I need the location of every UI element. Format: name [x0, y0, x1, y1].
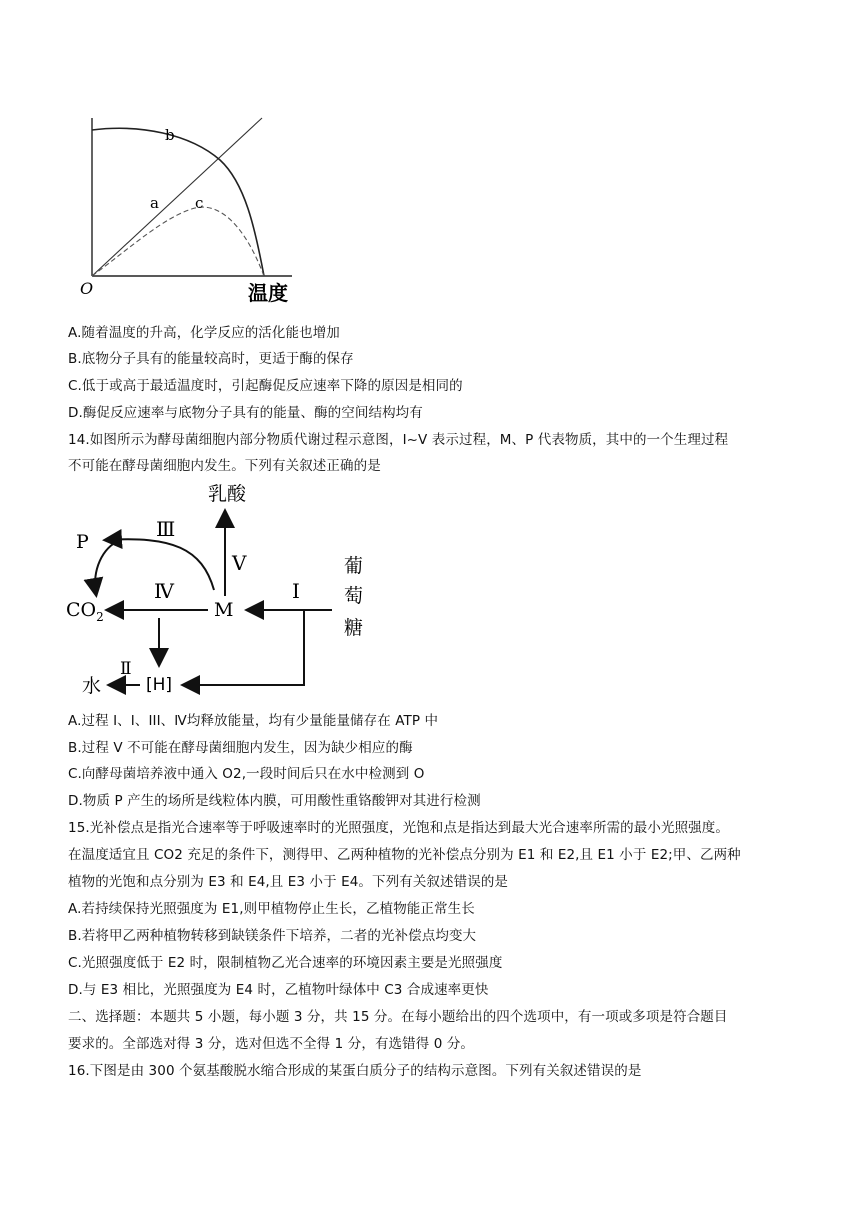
q14-option-d: D.物质 P 产生的场所是线粒体内膜，可用酸性重铬酸钾对其进行检测 [68, 793, 481, 809]
q13-option-b: B.底物分子具有的能量较高时，更适于酶的保存 [68, 351, 354, 367]
curve-c [92, 207, 264, 276]
label-a: a [150, 194, 159, 212]
x-axis-label: 温度 [248, 281, 288, 305]
q13-option-a: A.随着温度的升高，化学反应的活化能也增加 [68, 325, 340, 341]
q13-option-d: D.酶促反应速率与底物分子具有的能量、酶的空间结构均有 [68, 405, 423, 421]
label-b: b [165, 126, 175, 144]
temperature-graph [70, 108, 310, 308]
q13-option-c: C.低于或高于最适温度时，引起酶促反应速率下降的原因是相同的 [68, 378, 463, 394]
metabolism-diagram [62, 478, 382, 700]
label-v: V [232, 551, 247, 575]
label-iv: Ⅳ [154, 579, 174, 603]
label-p: P [76, 531, 89, 553]
glucose-char-3: 糖 [344, 617, 364, 639]
q15-option-a: A.若持续保持光照强度为 E1,则甲植物停止生长，乙植物能正常生长 [68, 901, 475, 917]
label-iii: Ⅲ [156, 517, 176, 541]
q15-stem-line2: 在温度适宜且 CO2 充足的条件下，测得甲、乙两种植物的光补偿点分别为 E1 和 E2,且 E1 小于 E2;甲、乙两种 [68, 847, 741, 863]
q14-option-c: C.向酵母菌培养液中通入 O2,一段时间后只在水中检测到 O [68, 766, 425, 782]
label-h: [H] [146, 675, 173, 695]
water-label: 水 [82, 675, 102, 697]
q14-stem-line2: 不可能在酵母菌细胞内发生。下列有关叙述正确的是 [68, 458, 381, 474]
label-ii: Ⅱ [120, 659, 132, 679]
q15-option-c: C.光照强度低于 E2 时，限制植物乙光合速率的环境因素主要是光照强度 [68, 955, 503, 971]
section2-line2: 要求的。全部选对得 3 分，选对但选不全得 1 分，有选错得 0 分。 [68, 1036, 475, 1052]
section2-line1: 二、选择题：本题共 5 小题，每小题 3 分，共 15 分。在每小题给出的四个选项中，有一项或多项是符合题目 [68, 1009, 728, 1025]
co2-label: $CO_2$ [66, 599, 104, 624]
line-a [92, 118, 262, 276]
q14-option-b: B.过程 V 不可能在酵母菌细胞内发生，因为缺少相应的酶 [68, 740, 413, 756]
q15-stem-line3: 植物的光饱和点分别为 E3 和 E4,且 E3 小于 E4。下列有关叙述错误的是 [68, 874, 509, 890]
label-i: I [292, 579, 300, 603]
q15-option-d: D.与 E3 相比，光照强度为 E4 时，乙植物叶绿体中 C3 合成速率更快 [68, 982, 489, 998]
label-c: c [195, 194, 204, 212]
q16-stem: 16.下图是由 300 个氨基酸脱水缩合形成的某蛋白质分子的结构示意图。下列有关叙述错误的是 [68, 1063, 642, 1079]
q14-stem-line1: 14.如图所示为酵母菌细胞内部分物质代谢过程示意图，I~V 表示过程，M、P 代表物质，其中的一个生理过程 [68, 432, 729, 448]
q15-stem-line1: 15.光补偿点是指光合速率等于呼吸速率时的光照强度，光饱和点是指达到最大光合速率所需的最小光照强度。 [68, 820, 729, 836]
origin-label: O [80, 279, 94, 298]
glucose-char-2: 萄 [344, 585, 364, 607]
q15-option-b: B.若将甲乙两种植物转移到缺镁条件下培养，二者的光补偿点均变大 [68, 928, 477, 944]
lactic-acid-label: 乳酸 [208, 483, 247, 505]
curve-b [92, 128, 264, 276]
arrow-p-co2 [95, 540, 120, 594]
q14-option-a: A.过程 I、I、III、Ⅳ均释放能量，均有少量能量储存在 ATP 中 [68, 713, 439, 729]
arrow-glucose-h [184, 610, 304, 685]
label-m: M [214, 599, 234, 621]
glucose-char-1: 葡 [344, 555, 364, 577]
